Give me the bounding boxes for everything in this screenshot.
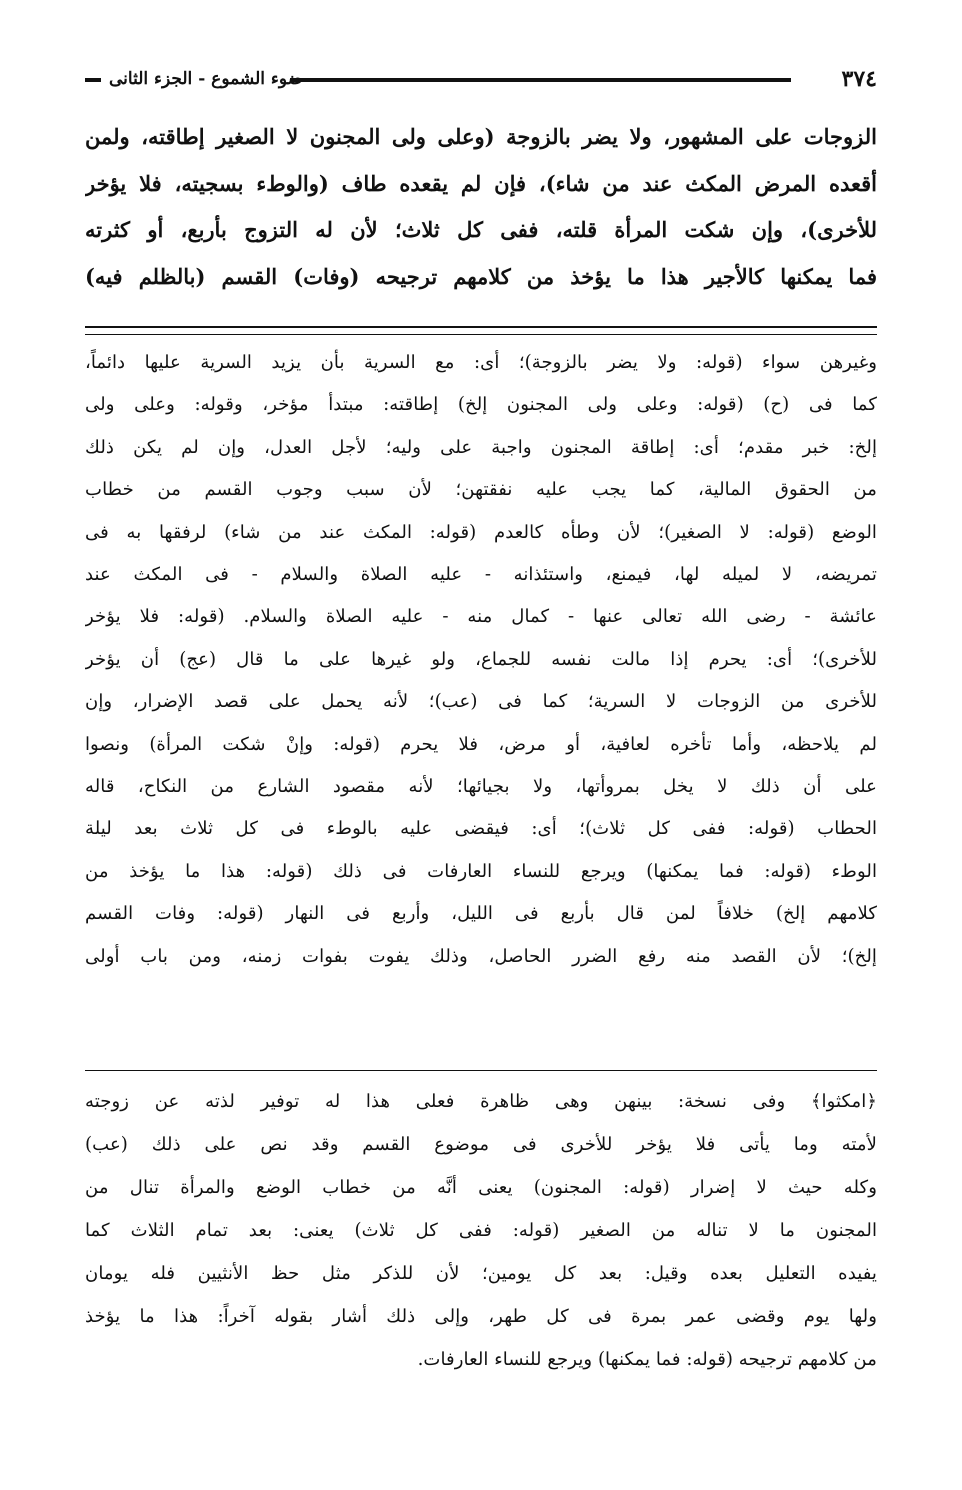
commentary-line: كلامهم إلخ) خلافاً لمن قال بأربع فى الليل، وأربع فى النهار (قوله: وفات القسم	[85, 903, 877, 925]
footnote-line: ولها يوم وقضى عمر بمرة فى كل طهر، وإلى ذلك أشار بقوله آخراً: هذا ما يؤخذ	[85, 1306, 877, 1327]
commentary-text	[85, 342, 877, 978]
commentary-line: على أن ذلك لا يخل بمروأتها، ولا بجيائها؛ لأنه مقصود الشارع من النكاح، قاله	[85, 776, 877, 798]
commentary-line: تمريضه، لا لميله لها، فيمنع، واستئذانه - عليه الصلاة والسلام - فى المكث عند	[85, 564, 877, 586]
commentary-line: للأخرى من الزوجات لا السرية؛ كما فى (عب)؛ لأنه يحمل على قصد الإضرار، وإن	[85, 691, 877, 713]
main-text-line: للأخرى)، وإن شكت المرأة قلته، ففى كل ثلاث؛ لأن له التزوج بأربع، أو كثرته	[85, 217, 877, 242]
footnote-line: من كلامهم ترجيحه (قوله: فما يمكنها) ويرجع للنساء العارفات.	[417, 1349, 877, 1370]
commentary-line: للأخرى)؛ أى: يحرم إذا مالت نفسه للجماع، ولو غيرها على ما قال (عج) أن يؤخر	[85, 648, 877, 670]
footnote-line: يفيده التعليل بعده وقيل: بعد كل يومين؛ لأن للذكر مثل حظ الأنثيين فله يومان	[85, 1263, 877, 1284]
commentary-line: الحطاب (قوله: ففى كل ثلاث)؛ أى: فيقضى عليه بالوطء فى كل ثلاث بعد ليلة	[85, 818, 877, 840]
commentary-line: الوضع (قوله: لا الصغير)؛ لأن وطأه كالعدم (قوله: المكث عند من شاء) لرفقها به فى	[85, 521, 877, 543]
commentary-line: من الحقوق المالية، كما يجب عليه نفقتهن؛ لأن سبب وجوب القسم من خطاب	[85, 479, 877, 501]
page-number: ٣٧٤	[841, 66, 877, 92]
commentary-line: إلخ: خبر مقدم؛ أى: إطاقة المجنون واجبة على وليه؛ لأجل العدل، وإن لم يكن ذلك	[85, 436, 877, 458]
main-text-line: الزوجات على المشهور، ولا يضر بالزوجة (وعلى ولى المجنون لا الصغير إطاقته، ولمن	[85, 124, 877, 149]
footnote-line: لأمته وما يأتى فلا يؤخر للأخرى فى موضوع القسم وقد نص على ذلك (عب)	[85, 1134, 877, 1155]
main-text-line: فما يمكنها كالأجير هذا ما يؤخذ من كلامهم ترجيحه (وفات) القسم (بالظلم فيه)	[85, 263, 877, 289]
page-header	[85, 64, 877, 94]
book-title: ضوء الشموع - الجزء الثانى	[109, 69, 303, 89]
header-rule-end	[85, 78, 101, 82]
commentary-line: عائشة - رضى الله تعالى عنها - كمال منه - عليه الصلاة والسلام. (قوله: فلا يؤخر	[85, 606, 877, 628]
footnote-text	[85, 1080, 877, 1381]
commentary-line: وغيرهن سواء (قوله: ولا يضر بالزوجة)؛ أى: مع السرية بأن يزيد السرية عليها دائماً،	[85, 352, 877, 373]
commentary-line: لم يلاحظه، وأما تأخره لعافية، أو مرض، فلا يحرم (قوله: وإنْ شكت المرأة) ونصوا	[85, 733, 877, 755]
footnote-line: المجنون ما لا تناله من الصغير (قوله: ففى كل ثلاث) يعنى: بعد تمام الثلاث كما	[85, 1220, 877, 1241]
footnote-divider	[85, 1070, 877, 1071]
main-text-line: أقعده المرض المكث عند من شاء)، فإن لم يقعده طاف (والوطء بسجيته، فلا يؤخر	[85, 170, 877, 196]
section-divider	[85, 326, 877, 335]
footnote-line: وكله حيث لا إضرار (قوله: المجنون) يعنى أنَّه من خطاب الوضع والمرأة تنال من	[85, 1177, 877, 1198]
commentary-line: إلخ)؛ لأن القصد منه رفع الضرر الحاصل، وذلك يفوت بفوات زمنه، ومن باب أولى	[85, 945, 877, 967]
commentary-line: كما فى (ح) (قوله: وعلى ولى المجنون إلخ) إطاقته: مبتدأ مؤخر، وقوله: وعلى ولى	[85, 394, 877, 416]
header-rule	[290, 78, 791, 82]
footnote-line: ﴿امكثوا﴾ وفى نسخة: بينهن وهى ظاهرة فعلى هذا له توفير لذته عن زوجته	[85, 1091, 877, 1112]
commentary-line: الوطء (قوله: فما يمكنها) ويرجع للنساء العارفات فى ذلك (قوله: هذا ما يؤخذ من	[85, 860, 877, 882]
main-text	[85, 114, 877, 300]
